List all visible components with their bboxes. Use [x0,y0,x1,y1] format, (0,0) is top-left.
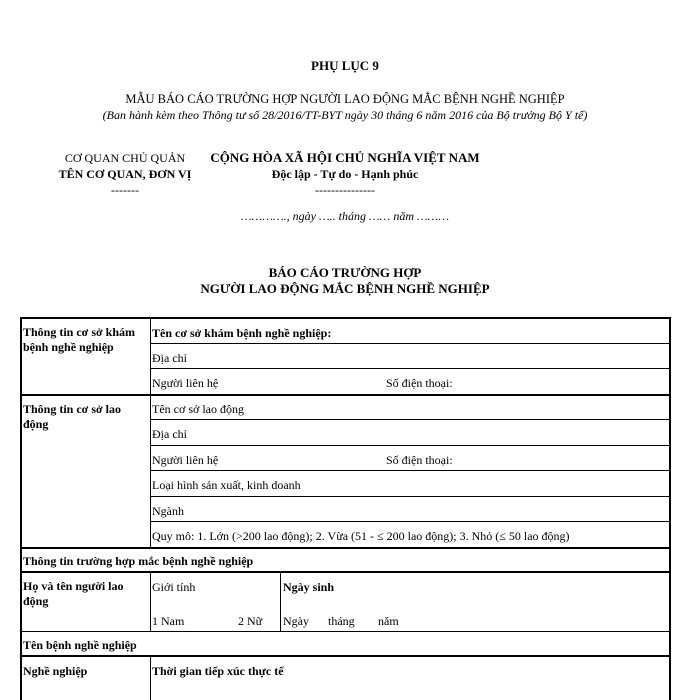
row-line [150,445,670,446]
row-line [150,470,670,471]
report-title-line1: BÁO CÁO TRƯỜNG HỢP [268,265,422,280]
table-divider-dob [280,571,281,632]
full-name-label: Họ và tên người lao động [23,579,124,608]
form-title: MẪU BÁO CÁO TRƯỜNG HỢP NGƯỜI LAO ĐỘNG MẮC BỆNH NGHỀ NGHIỆP [125,92,565,106]
row-line [20,571,670,573]
row-line [20,655,670,657]
agency-line2: TÊN CƠ QUAN, ĐƠN VỊ [58,167,192,181]
gender-label: Giới tính [152,580,196,594]
workplace-address: Địa chỉ [152,427,187,441]
date-line: …………., ngày ….. tháng …… năm ……… [240,209,450,223]
business-type: Loại hình sản xuất, kinh doanh [152,478,301,492]
workplace-name: Tên cơ sở lao động [152,402,245,416]
agency-block [30,150,220,198]
dob-month: tháng [328,614,355,628]
table-border-top [20,317,670,319]
row-line [20,394,670,396]
agency-dashes: ------- [111,183,139,197]
row-line [20,631,670,632]
row-line [150,419,670,420]
row-line [150,521,670,522]
exam-facility-phone: Số điện thoại: [386,376,453,390]
nation-line2: Độc lập - Tự do - Hạnh phúc [271,167,419,181]
form-subtitle: (Ban hành kèm theo Thông tư số 28/2016/TT-BYT ngày 30 tháng 6 năm 2016 của Bộ trưởng Bộ Y tế) [102,108,588,122]
table-border-right [669,317,671,700]
gender-female: 2 Nữ [238,614,263,628]
exposure-time-label: Thời gian tiếp xúc thực tế [152,664,284,678]
row-line [150,368,670,369]
dob-day: Ngày [283,614,309,628]
disease-name-label: Tên bệnh nghề nghiệp [23,638,137,652]
exam-facility-contact: Người liên hệ [152,376,219,390]
nation-dashes: --------------- [315,183,375,197]
workplace-contact: Người liên hệ [152,453,219,467]
dob-label: Ngày sinh [283,580,335,594]
dob-year: năm [378,614,399,628]
case-info-header: Thông tin trường hợp mắc bệnh nghề nghiệp [23,554,254,568]
row-line [150,496,670,497]
report-title-line2: NGƯỜI LAO ĐỘNG MẮC BỆNH NGHỀ NGHIỆP [200,281,490,296]
nation-line1: CỘNG HÒA XÃ HỘI CHỦ NGHĨA VIỆT NAM [210,150,480,165]
workplace-phone: Số điện thoại: [386,453,453,467]
workplace-scale: Quy mô: 1. Lớn (>200 lao động); 2. Vừa (51 - ≤ 200 lao động); 3. Nhỏ (≤ 50 lao động) [152,529,570,543]
row-line [150,343,670,344]
workplace-label: Thông tin cơ sở lao động [23,402,121,431]
exam-facility-name: Tên cơ sở khám bệnh nghề nghiệp: [152,326,332,340]
table-border-left [20,317,22,700]
exam-facility-address: Địa chỉ [152,351,187,365]
exam-facility-label: Thông tin cơ sở khám bệnh nghề nghiệp [23,325,135,354]
gender-male: 1 Nam [152,614,185,628]
table-divider-main-3 [150,655,151,700]
agency-line1: CƠ QUAN CHỦ QUẢN [64,151,186,165]
table-divider-main-2 [150,571,151,632]
report-title [0,265,690,297]
appendix-title: PHỤ LỤC 9 [311,58,379,73]
industry: Ngành [152,504,184,518]
occupation-label: Nghề nghiệp [23,664,88,678]
row-line [20,547,670,549]
nation-block [200,150,490,198]
table-divider-main [150,317,151,548]
